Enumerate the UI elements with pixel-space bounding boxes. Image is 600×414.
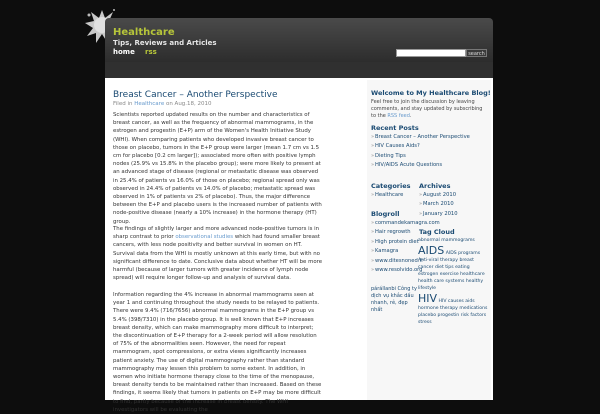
archive-item[interactable]: » August 2010 [419, 191, 458, 200]
categories-heading: Categories [371, 182, 411, 190]
tag-link[interactable]: Anti-viral therapy breast cancer diet tips eating estrogen exercise healthcare health care systems healthy lifestyle [418, 258, 485, 291]
blogroll-item[interactable]: » High protein diet [371, 238, 440, 247]
nav-home-link[interactable]: home [113, 48, 135, 56]
welcome-heading: Welcome to My Healthcare Blog! [371, 89, 491, 97]
recent-posts-heading: Recent Posts [371, 124, 419, 132]
post-meta [113, 101, 212, 107]
recent-posts-list [371, 133, 470, 171]
tag-link[interactable]: abnormal mammograms [418, 238, 475, 243]
blogroll-item[interactable]: » Kamagra [371, 247, 440, 256]
tag-cloud [418, 237, 488, 326]
tag-cloud-heading: Tag Cloud [419, 228, 455, 236]
archives-heading: Archives [419, 182, 451, 190]
post-meta-prefix: Filed in [113, 101, 133, 107]
post-paragraph-2 [113, 225, 323, 282]
tag-link[interactable]: AIDS programs [445, 251, 481, 256]
main-nav [105, 62, 493, 78]
tag-link[interactable]: AIDS [418, 244, 445, 257]
archive-item[interactable]: » January 2010 [419, 210, 458, 219]
category-item[interactable]: » Healthcare [371, 191, 403, 200]
post-paragraph-3: Information regarding the 4% increase in abnormal mammograms seen at year 1 and continuing throughout the study needs to be relayed to patients. There were 9.4% (716/7656) abnormal mammograms in the E+P group vs 5.4% (398/7310) in the placebo group. It is well known that E+P increases breast density, which can make mammography more difficult to interpret; the discontinuation of E+P therapy for a 2-week period will allow resolution of 75% of the abnormalities seen. However, the need for repeat mammogram, spot compressions, or extra views significantly increases patient anxiety. The use of digital mammography rather than standard mammography may lessen this problem to some extent. In addition, in women who initiate hormone therapy close to the time of the menopause, breast density tends to be maintained rather than increased. Based on these findings, it seems likely that tumors in patients on E+P may be more difficult to find, partly because of the increase in breast density. The WHI investigators will be evaluating the [113, 292, 322, 413]
categories-list [371, 191, 403, 200]
blogroll-item[interactable]: » www.ditesnoned.fr [371, 257, 440, 266]
post-title[interactable]: Breast Cancer – Another Perspective [113, 90, 278, 100]
archives-list [419, 191, 458, 219]
search-button[interactable]: search [466, 49, 487, 57]
tag-link[interactable]: HIV [418, 292, 438, 305]
site-tagline: Tips, Reviews and Articles [113, 39, 217, 47]
blogroll-heading: Blogroll [371, 210, 400, 218]
post-paragraph-2-text-b: which had found smaller breast cancers, with less node positivity and better survival in women on HT. Survival data from the WHI is mostly unknown at this early time, but with no significant difference to date. Conclusive data about whether HT will be more harmful (because of larger tumors with greater incidence of lymph node spread) will require longer follow-up and analysis of survival data. [113, 234, 323, 282]
observational-studies-link[interactable]: observational studies [175, 234, 234, 241]
blogroll-item[interactable]: » Hair regrowth [371, 228, 440, 237]
recent-post-item[interactable]: » HIV/AIDS Acute Questions [371, 161, 470, 170]
post-paragraph-2-text-a: The findings of slightly larger and more advanced node-positive tumors is in sharp contrast to prior [113, 226, 320, 241]
archive-item[interactable]: » March 2010 [419, 200, 458, 209]
recent-post-item[interactable]: » HIV Causes Aids? [371, 142, 470, 151]
welcome-text [371, 99, 489, 120]
blogroll-item[interactable]: » www.resolvido.org [371, 266, 440, 275]
welcome-text-a: Feel free to join the discussion by leaving comments, and stay updated by subscribing to the [371, 99, 483, 119]
tag-link[interactable]: HIV causes aids hormone therapy medications placebo progestin risk factors stress [418, 299, 488, 325]
post-category-link[interactable]: Healthcare [134, 101, 165, 107]
blogroll-item[interactable]: » commandekamagra.com [371, 219, 440, 228]
rss-feed-link[interactable]: RSS feed [387, 113, 410, 119]
recent-post-item[interactable]: » Dieting Tips [371, 152, 470, 161]
post-meta-date: on Aug.18, 2010 [165, 101, 212, 107]
post-paragraph-1: Scientists reported updated results on the number and characteristics of breast cancer, as well as the frequency of abnormal mammograms, in the estrogen and progestin (E+P) arm of the Women's Health Initiative Study (WHI). When comparing patients who developed invasive breast cancer to those on placebo, tumors in the E+P group were larger (mean 1.7 cm vs 1.5 cm for placebo [0.2 cm larger]); associated more often with positive lymph nodes (25.9% vs 15.8% in the placebo group); were more likely to present at an advanced stage of disease (regional or metastatic disease was observed in 25.4% of patients vs 16.0% of those on placebo; regional spread only was observed in 24.4% of patients vs 14.0% of placebo; metastatic spread was observed in 1% of patients vs 2% of placebo). Thus, the major difference between the E+P and placebo users is the increased number of patients with node-positive disease (nearly a 10% increase) in the hormone therapy (HT) group. [113, 112, 322, 225]
recent-post-item[interactable]: » Breast Cancer – Another Perspective [371, 133, 470, 142]
welcome-text-b: . [409, 113, 412, 119]
search-input[interactable] [396, 49, 466, 57]
nav-rss-link[interactable]: rss [145, 48, 157, 56]
site-title[interactable]: Healthcare [113, 27, 175, 38]
blogroll-extra-link[interactable]: párállanbi Công ty dịch vụ khắc dấu nhanh, rẻ, đẹp nhất [371, 286, 417, 313]
